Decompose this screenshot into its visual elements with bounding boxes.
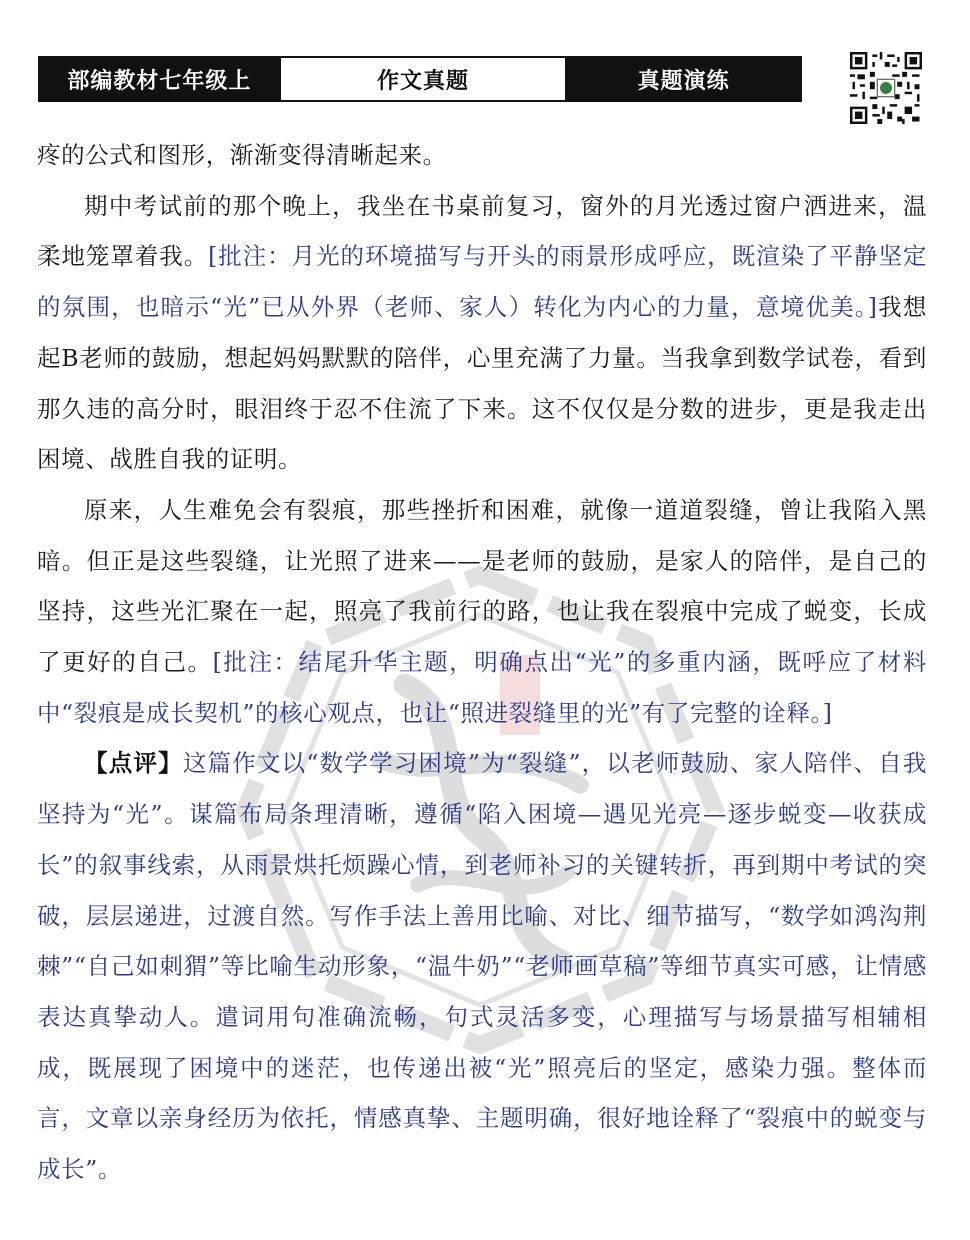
essay-content [37, 130, 927, 1195]
paragraph-3-text: 原来，人生难免会有裂痕，那些挫折和困难，就像一道道裂缝，曾让我陷入黑暗。但正是这些裂缝，让光照了进来——是老师的鼓励，是家人的陪伴，是自己的坚持，这些光汇聚在一起，照亮了我前行的路，也让我在裂痕中完成了蜕变，长成了更好的自己。 [37, 495, 927, 677]
paragraph-2 [37, 181, 927, 485]
paragraph-3 [37, 485, 927, 739]
header-section: 真题演练 [567, 58, 800, 100]
paragraph-1 [37, 130, 927, 181]
header-category: 作文真题 [279, 58, 568, 100]
paragraph-1-text: 疼的公式和图形，渐渐变得清晰起来。 [37, 141, 447, 169]
qr-code-icon[interactable] [850, 52, 922, 124]
annotation-ending: [批注：结尾升华主题，明确点出“光”的多重内涵，既呼应了材料中“裂痕是成长契机”的核心观点，也让“照进裂缝里的光”有了完整的诠释。] [37, 648, 927, 727]
review-paragraph [37, 738, 927, 1194]
header-bar [38, 56, 802, 102]
paragraph-2-text-b: 我想起B老师的鼓励，想起妈妈默默的陪伴，心里充满了力量。当我拿到数学试卷，看到那久违的高分时，眼泪终于忍不住流了下来。这不仅仅是分数的进步，更是我走出困境、战胜自我的证明。 [37, 293, 928, 474]
review-body: 这篇作文以“数学学习困境”为“裂缝”，以老师鼓励、家人陪伴、自我坚持为“光”。谋篇布局条理清晰，遵循“陷入困境—遇见光亮—逐步蜕变—收获成长”的叙事线索，从雨景烘托烦躁心情，到老师补习的关键转折，再到期中考试的突破，层层递进，过渡自然。写作手法上善用比喻、对比、细节描写，“数学如鸿沟荆棘”“自己如刺猬”等比喻生动形象，“温牛奶”“老师画草稿”等细节真实可感，让情感表达真挚动人。遣词用句准确流畅，句式灵活多变，心理描写与场景描写相辅相成，既展现了困境中的迷茫，也传递出被“光”照亮后的坚定，感染力强。整体而言，文章以亲身经历为依托，情感真挚、主题明确，很好地诠释了“裂痕中的蜕变与成长”。 [37, 749, 927, 1184]
annotation-moonlight: [批注：月光的环境描写与开头的雨景形成呼应，既渲染了平静坚定的氛围，也暗示“光”已从外界（老师、家人）转化为内心的力量，意境优美。] [37, 242, 927, 322]
review-title: 【点评】 [84, 749, 183, 778]
header-grade: 部编教材七年级上 [40, 58, 279, 100]
paragraph-2-text-a: 期中考试前的那个晚上，我坐在书桌前复习，窗外的月光透过窗户洒进来，温柔地笼罩着我。 [37, 191, 927, 271]
